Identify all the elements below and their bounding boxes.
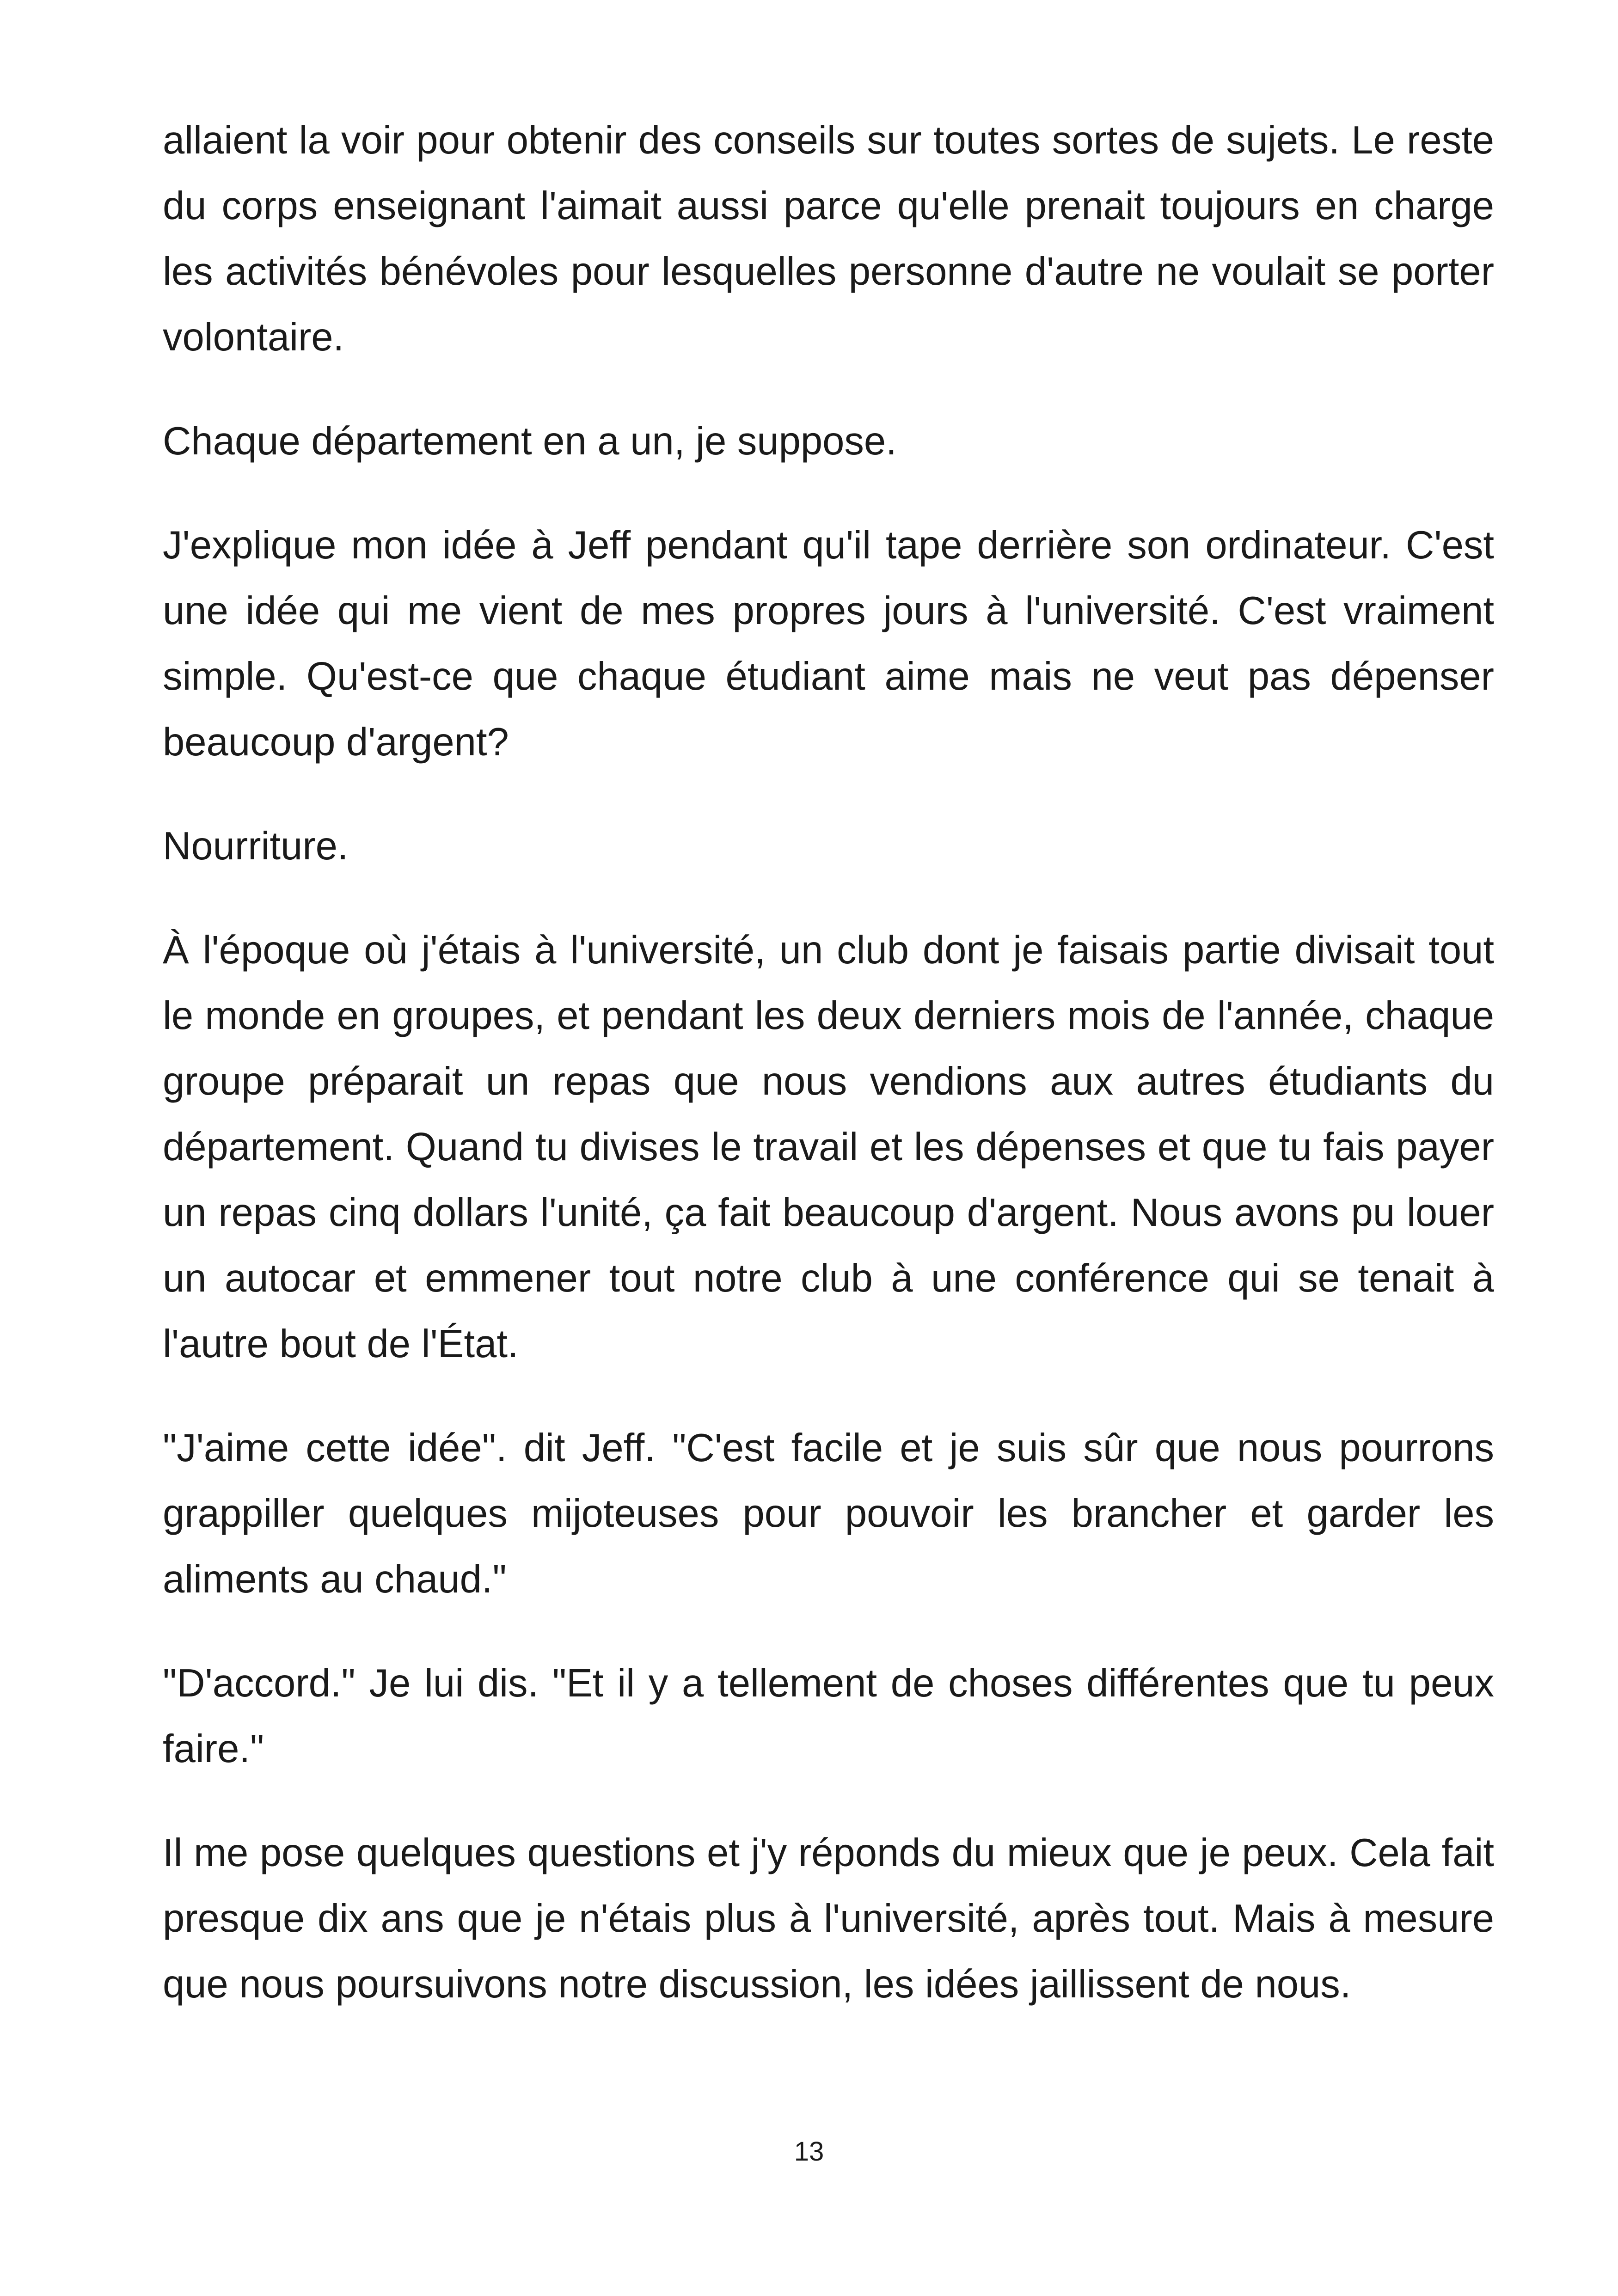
paragraph-8: Il me pose quelques questions et j'y réponds du mieux que je peux. Cela fait presque dix ans que je n'étais plus à l'université, après tout. Mais à mesure que nous poursuivons notre discussion, les idées jaillissent de nous. bbox=[163, 1831, 1494, 2006]
page-number: 13 bbox=[794, 2137, 824, 2167]
paragraph-4: Nourriture. bbox=[163, 824, 349, 868]
paragraph-1: allaient la voir pour obtenir des conseils sur toutes sortes de sujets. Le reste du corps enseignant l'aimait aussi parce qu'elle prenait toujours en charge les activités bénévoles pour lesquelles personne d'autre ne voulait se porter volontaire. bbox=[163, 118, 1494, 359]
paragraph-5: À l'époque où j'étais à l'université, un club dont je faisais partie divisait tout le monde en groupes, et pendant les deux derniers mois de l'année, chaque groupe préparait un repas que nous vendions aux autres étudiants du département. Quand tu divises le travail et les dépenses et que tu fais payer un repas cinq dollars l'unité, ça fait beaucoup d'argent. Nous avons pu louer un autocar et emmener tout notre club à une conférence qui se tenait à l'autre bout de l'État. bbox=[163, 928, 1494, 1366]
paragraph-2: Chaque département en a un, je suppose. bbox=[163, 419, 897, 463]
body-text bbox=[163, 108, 1494, 2056]
paragraph-6: "J'aime cette idée". dit Jeff. "C'est facile et je suis sûr que nous pourrons grappiller quelques mijoteuses pour pouvoir les brancher et garder les aliments au chaud." bbox=[163, 1426, 1494, 1601]
paragraph-7: "D'accord." Je lui dis. "Et il y a tellement de choses différentes que tu peux faire." bbox=[163, 1661, 1494, 1771]
paragraph-3: J'explique mon idée à Jeff pendant qu'il tape derrière son ordinateur. C'est une idée qui me vient de mes propres jours à l'université. C'est vraiment simple. Qu'est-ce que chaque étudiant aime mais ne veut pas dépenser beaucoup d'argent? bbox=[163, 523, 1494, 764]
